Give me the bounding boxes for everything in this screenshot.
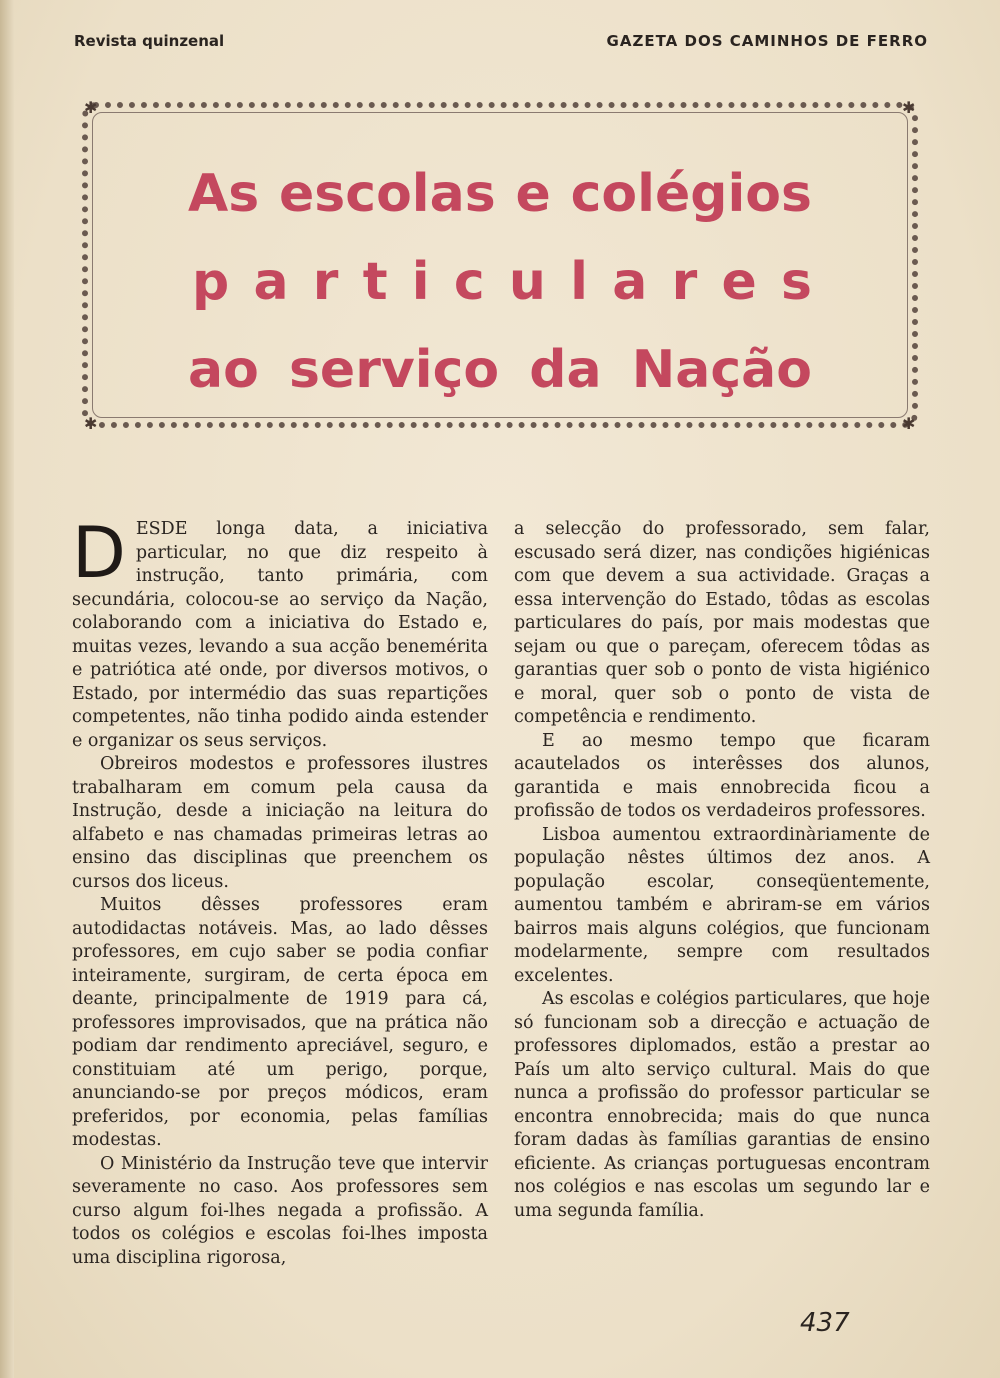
title-letter: a	[253, 252, 289, 312]
running-header-left: Revista quinzenal	[74, 32, 225, 50]
corner-star-icon: ✱	[902, 414, 916, 433]
paragraph: Obreiros modestos e professores ilustres trabalharam em comum pela causa da Instrução, desde a iniciação na leitura do alfabeto e nas chamadas primeiras letras ao ensino das disciplinas que preenchem os cursos dos liceus.	[72, 754, 488, 892]
paragraph-text: ESDE longa data, a iniciativa particular, no que diz respeito à instrução, tanto primária, com secundária, colocou-se ao serviço da Nação, colaborando com a iniciativa do Estado e, muitas vezes, levando a sua acção benemérita e patriótica até onde, por diversos motivos, o Estado, por intermédio das suas repartições competentes, não tinha podido ainda estender e organizar os seus serviços.	[72, 519, 488, 751]
title-letter: i	[411, 252, 430, 312]
paragraph: E ao mesmo tempo que ficaram acautelados os interêsses dos alunos, garantida e mais ennobrecida ficou a profissão de todos os verdadeiros professores.	[514, 730, 930, 821]
title-word: colégios	[570, 164, 812, 224]
title-word: Nação	[631, 340, 812, 400]
title-letter: r	[671, 252, 698, 312]
title-word: As	[188, 164, 260, 224]
paragraph: As escolas e colégios particulares, que hoje só funcionam sob a direcção e actuação de professores diplomados, estão a prestar ao País um alto serviço cultural. Mais do que nunca a profissão do professor particular se encontra ennobrecida; mais do que nunca foram dadas às famílias garantias de ensino eficiente. As crianças portuguesas encontram nos colégios e nas escolas um segundo lar e uma segunda família.	[514, 989, 930, 1221]
title-letter: s	[780, 252, 812, 312]
title-word: da	[529, 340, 602, 400]
article-column-left	[72, 512, 488, 1270]
title-word: escolas	[279, 164, 496, 224]
paragraph: Muitos dêsses professores eram autodidactas notáveis. Mas, ao lado dêsses professores, em cujo saber se podia confiar inteiramente, surgiram, de certa época em deante, principalmente de 1919 para cá, professores improvisados, que na prática não podiam dar rendimento apreciável, seguro, e constituiam até um perigo, porque, anunciando-se por preços módicos, eram preferidos, por economia, pelas famílias modestas.	[72, 895, 488, 1150]
title-line-3	[188, 326, 812, 414]
title-letter: t	[362, 252, 388, 312]
article-title	[130, 150, 870, 414]
title-letter: e	[721, 252, 757, 312]
corner-star-icon: ✱	[84, 98, 98, 117]
title-line-2	[192, 238, 812, 326]
title-letter: c	[453, 252, 485, 312]
title-word: serviço	[288, 340, 500, 400]
drop-cap: D	[72, 512, 126, 594]
title-letter: p	[192, 252, 230, 312]
paragraph: a selecção do professorado, sem falar, escusado será dizer, nas condições higiénicas com que devem a sua actividade. Graças a essa intervenção do Estado, tôdas as escolas particulares do país, por mais modestas que sejam ou que o pareçam, oferecem tôdas as garantias quer sob o ponto de vista higiénico e moral, quer sob o ponto de vista de competência e rendimento.	[514, 519, 930, 727]
title-letter: a	[612, 252, 648, 312]
page-number: 437	[800, 1308, 850, 1338]
title-word: e	[515, 164, 551, 224]
article-column-right	[514, 518, 930, 1223]
corner-star-icon: ✱	[84, 414, 98, 433]
title-letter: u	[508, 252, 546, 312]
paragraph: O Ministério da Instrução teve que intervir severamente no caso. Aos professores sem curso algum foi-lhes negada a profissão. A todos os colégios e escolas foi-lhes imposta uma disciplina rigorosa,	[72, 1153, 488, 1268]
title-letter: r	[312, 252, 339, 312]
page-spine	[0, 0, 14, 1378]
title-line-1	[188, 150, 812, 238]
corner-star-icon: ✱	[902, 98, 916, 117]
title-letter: l	[570, 252, 588, 312]
title-word: ao	[188, 340, 259, 400]
running-header-right: GAZETA DOS CAMINHOS DE FERRO	[606, 32, 928, 50]
paragraph	[72, 512, 488, 753]
paragraph: Lisboa aumentou extraordinàriamente de população nêstes últimos dez anos. A população escolar, conseqüentemente, aumentou também e abriram-se em vários bairros mais alguns colégios, que funcionam modelarmente, sempre com resultados excelentes.	[514, 824, 930, 986]
